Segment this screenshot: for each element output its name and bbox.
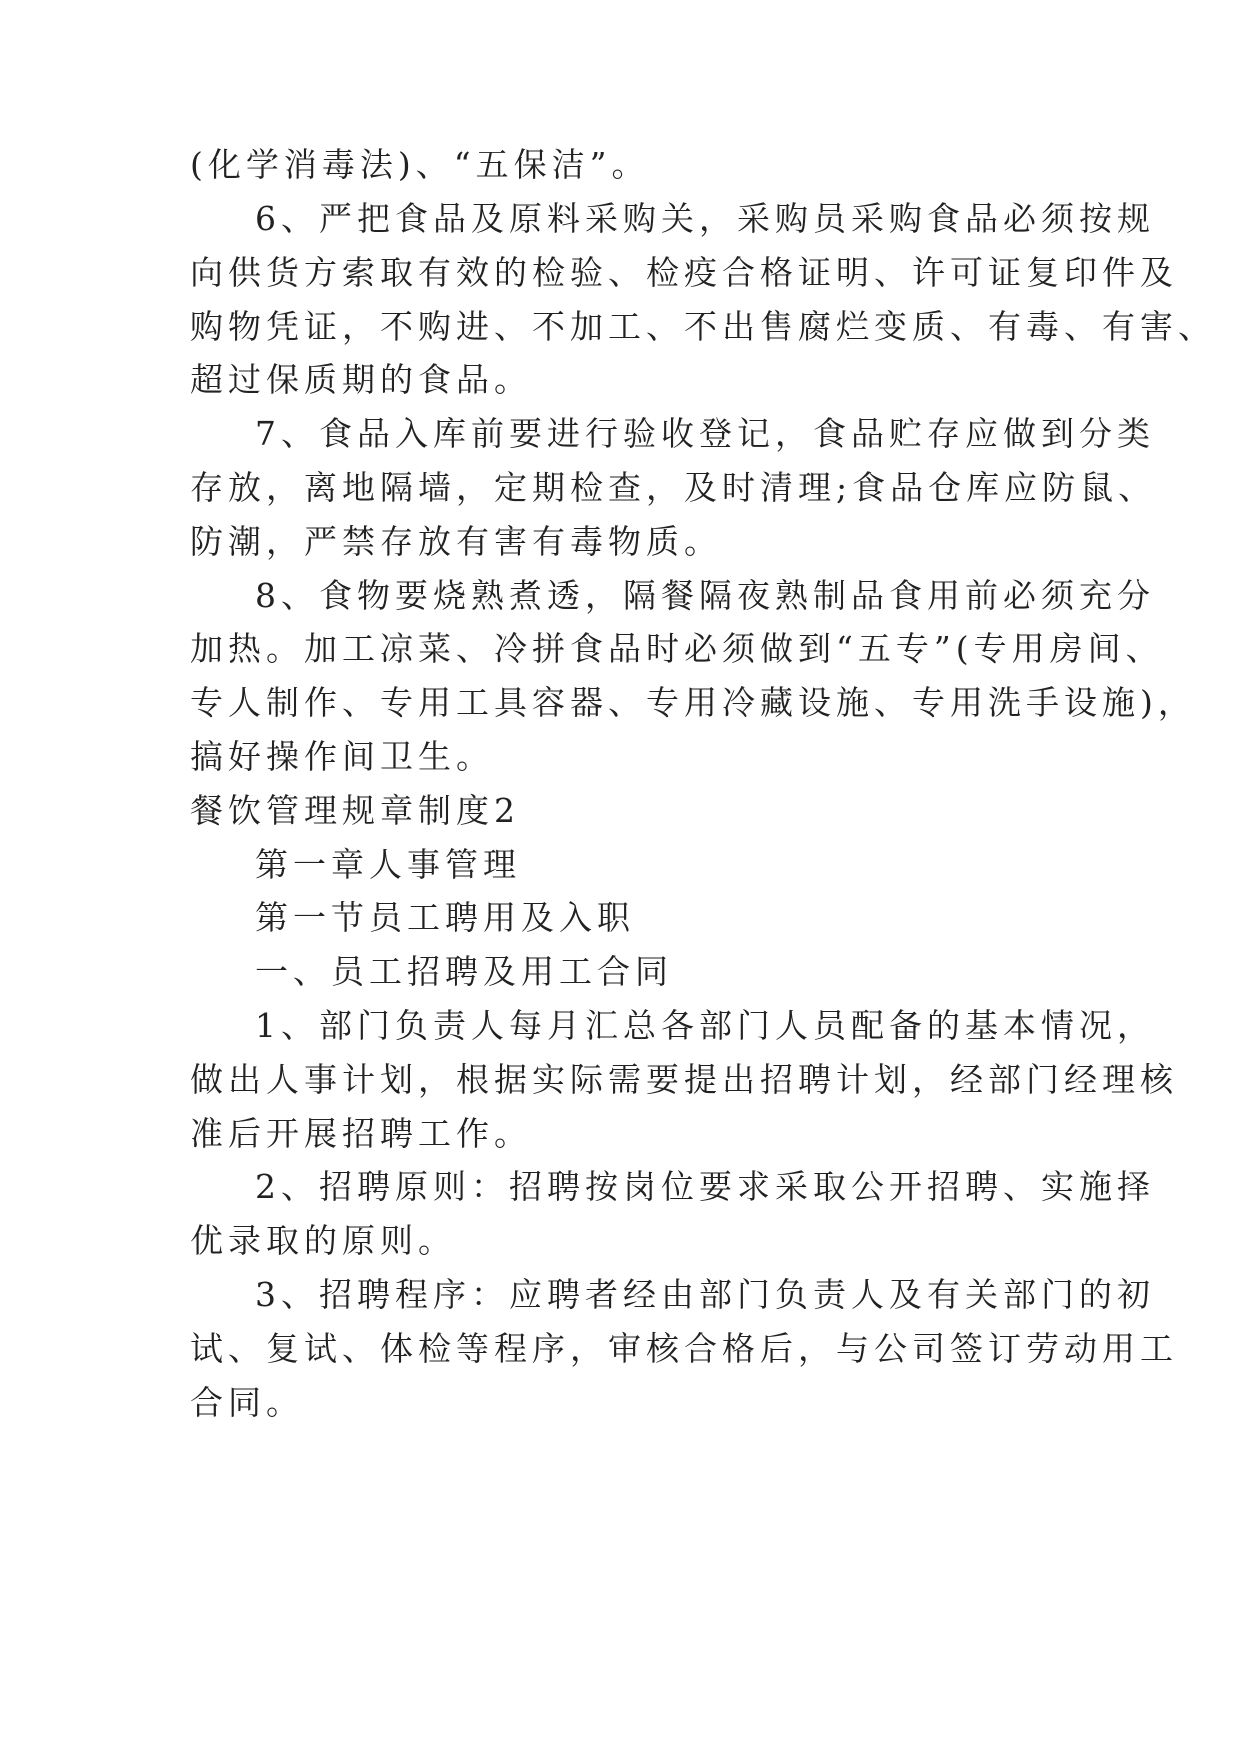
- text-line: 2、招聘原则：招聘按岗位要求采取公开招聘、实施择: [255, 1167, 1155, 1206]
- chapter-heading: 第一章人事管理: [255, 845, 521, 884]
- text-line: 专人制作、专用工具容器、专用冷藏设施、专用洗手设施)，: [190, 683, 1196, 722]
- text-line: 优录取的原则。: [190, 1221, 456, 1260]
- text-line: 加热。加工凉菜、冷拼食品时必须做到“五专”(专用房间、: [190, 629, 1164, 668]
- text-line: 购物凭证，不购进、不加工、不出售腐烂变质、有毒、有害、: [190, 307, 1216, 346]
- text-line: 向供货方索取有效的检验、检疫合格证明、许可证复印件及: [190, 253, 1178, 292]
- text-line: 合同。: [190, 1383, 304, 1422]
- section-heading: 第一节员工聘用及入职: [255, 898, 635, 937]
- text-line: 7、食品入库前要进行验收登记，食品贮存应做到分类: [255, 414, 1155, 453]
- text-line: 做出人事计划，根据实际需要提出招聘计划，经部门经理核: [190, 1060, 1178, 1099]
- text-line: 准后开展招聘工作。: [190, 1114, 532, 1153]
- text-line: (化学消毒法)、“五保洁”。: [190, 145, 650, 184]
- text-line: 3、招聘程序：应聘者经由部门负责人及有关部门的初: [255, 1275, 1155, 1314]
- text-line: 6、严把食品及原料采购关，采购员采购食品必须按规: [255, 199, 1155, 238]
- text-line: 防潮，严禁存放有害有毒物质。: [190, 522, 722, 561]
- text-line: 超过保质期的食品。: [190, 360, 532, 399]
- subsection-heading: 一、员工招聘及用工合同: [255, 952, 673, 991]
- text-line: 试、复试、体检等程序，审核合格后，与公司签订劳动用工: [190, 1329, 1178, 1368]
- text-line: 搞好操作间卫生。: [190, 737, 494, 776]
- text-line: 1、部门负责人每月汇总各部门人员配备的基本情况，: [255, 1006, 1155, 1045]
- text-line: 8、食物要烧熟煮透，隔餐隔夜熟制品食用前必须充分: [255, 576, 1155, 615]
- text-line: 存放，离地隔墙，定期检查，及时清理;食品仓库应防鼠、: [190, 468, 1157, 507]
- section-title: 餐饮管理规章制度2: [190, 791, 520, 830]
